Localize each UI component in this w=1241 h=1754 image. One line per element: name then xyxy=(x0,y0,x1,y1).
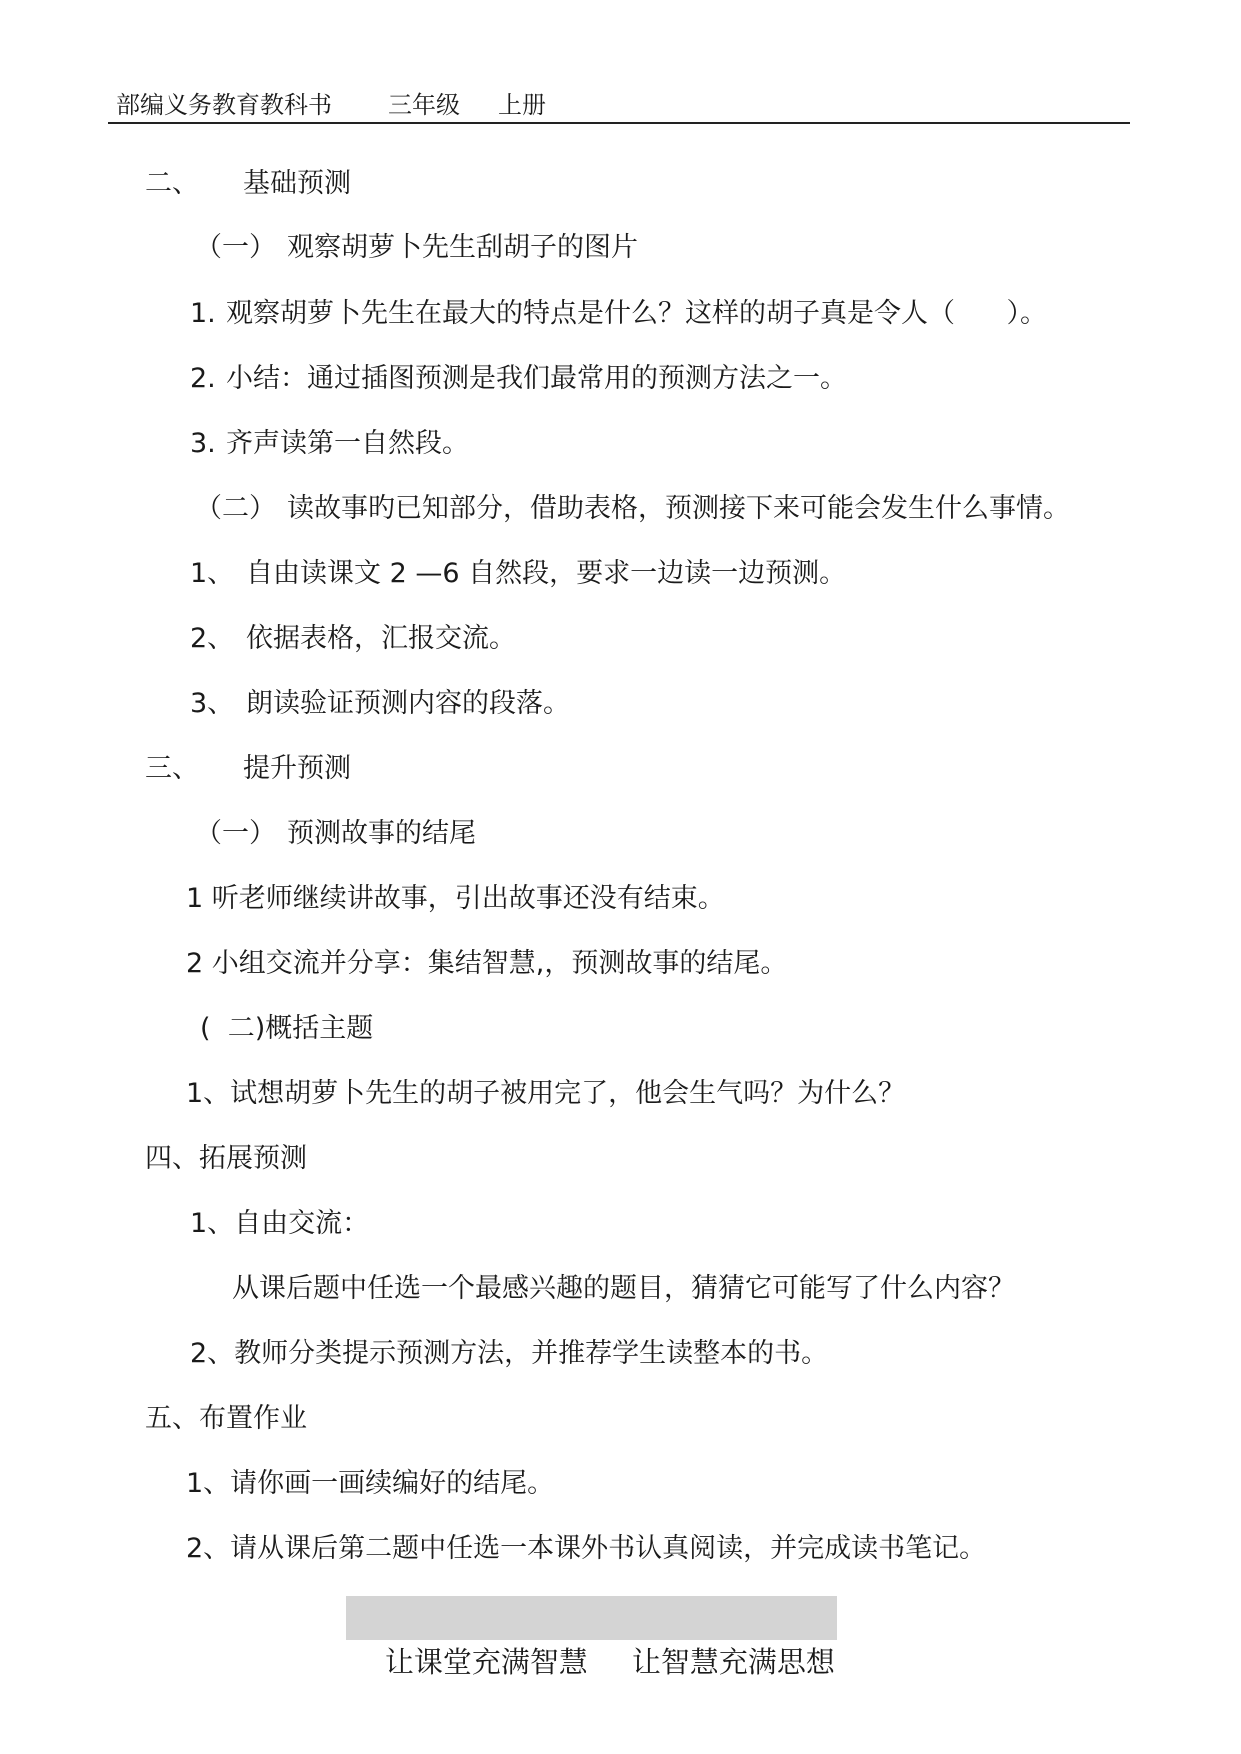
page-header xyxy=(108,88,1130,124)
subsection-title: 观察胡萝卜先生刮胡子的图片 xyxy=(287,232,638,263)
section-number: 三、 xyxy=(145,753,199,784)
list-item-text: 依据表格，汇报交流。 xyxy=(246,623,516,654)
section-heading xyxy=(145,751,351,895)
subsection-number: （二） xyxy=(195,493,276,524)
footer-slogan-first: 让课堂充满智慧 xyxy=(384,1645,588,1679)
footer-slogan-second: 让智慧充满思想 xyxy=(631,1645,835,1679)
list-item-text: 2 小组交流并分享：集结智慧,，预测故事的结尾。 xyxy=(186,948,788,979)
list-item-text: 小结：通过插图预测是我们最常用的预测方法之一。 xyxy=(226,363,847,394)
list-item-text: 1、自由交流： xyxy=(190,1208,370,1239)
header-book-title: 部编义务教育教科书 xyxy=(116,91,332,119)
section-heading: 五、布置作业 xyxy=(145,1403,307,1434)
list-item-text: 朗读验证预测内容的段落。 xyxy=(246,688,570,719)
list-item-text: 自由读课文 2 —6 自然段，要求一边读一边预测。 xyxy=(246,558,847,589)
subsection-title: 读故事旳已知部分，借助表格，预测接下来可能会发生什么事情。 xyxy=(287,493,1070,524)
section-title: 基础预测 xyxy=(243,168,351,199)
list-item-text: 齐声读第一自然段。 xyxy=(226,428,469,459)
subsection-title: 预测故事的结尾 xyxy=(287,818,476,849)
header-volume: 上册 xyxy=(498,91,546,119)
list-item-number: 3、 xyxy=(190,688,235,719)
list-item-text: 2、请从课后第二题中任选一本课外书认真阅读，并完成读书笔记。 xyxy=(186,1533,987,1564)
header-grade: 三年级 xyxy=(388,91,460,119)
section-title: 提升预测 xyxy=(243,753,351,784)
list-item-number: 1. xyxy=(190,298,216,329)
section-number: 二、 xyxy=(145,168,199,199)
list-item-text: 2、教师分类提示预测方法，并推荐学生读整本的书。 xyxy=(190,1338,829,1369)
list-item-number: 2. xyxy=(190,363,216,394)
paragraph: 从课后题中任选一个最感兴趣的题目，猜猜它可能写了什么内容？ xyxy=(232,1273,1015,1304)
subsection-number: （一） xyxy=(195,818,276,849)
list-item-number: 2、 xyxy=(190,623,235,654)
section-heading: 四、拓展预测 xyxy=(145,1143,307,1174)
section-heading xyxy=(145,166,351,310)
list-item-text: 观察胡萝卜先生在最大的特点是什么？这样的胡子真是令人（ ）。 xyxy=(226,298,1047,329)
page-footer-slogan xyxy=(346,1596,837,1679)
list-item-number: 3. xyxy=(190,428,216,459)
list-item-number: 1、 xyxy=(190,558,235,589)
subsection-heading: ( 二)概括主题 xyxy=(200,1013,374,1044)
list-item-text: 1 听老师继续讲故事，引出故事还没有结束。 xyxy=(186,883,725,914)
subsection-number: （一） xyxy=(195,232,276,263)
list-item-text: 1、试想胡萝卜先生的胡子被用完了，他会生气吗？为什么？ xyxy=(186,1078,906,1109)
list-item-text: 1、请你画一画续编好的结尾。 xyxy=(186,1468,555,1499)
